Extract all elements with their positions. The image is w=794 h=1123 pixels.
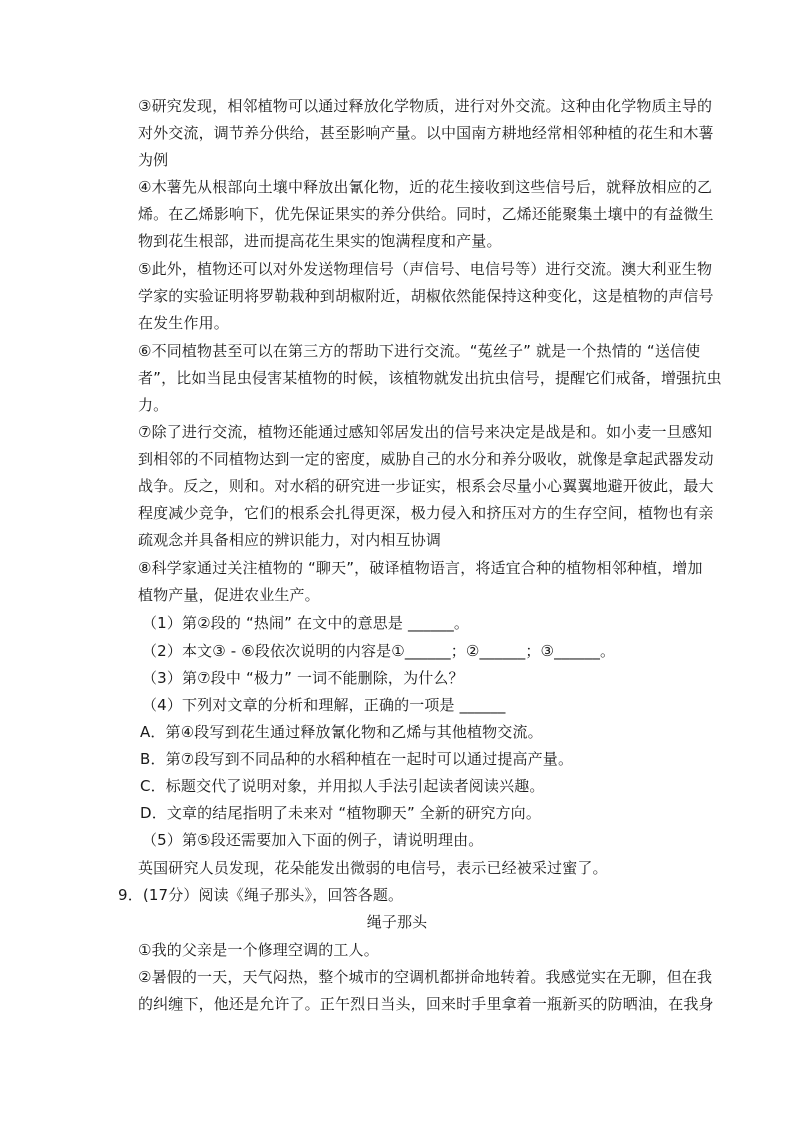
para-8-line-1: ⑧科学家通过关注植物的 “聊天”，破译植物语言，将适宜合种的植物相邻种植，增加 xyxy=(138,559,703,577)
story-para-2-line-2: 的纠缠下，他还是允许了。正午烈日当头，回来时手里拿着一瓶新买的防晒油，在我身 xyxy=(138,995,714,1013)
story-para-1: ①我的父亲是一个修理空调的工人。 xyxy=(138,941,379,959)
para-5-line-2: 学家的实验证明将罗勒栽种到胡椒附近，胡椒依然能保持这种变化，这是植物的声信号 xyxy=(138,287,714,305)
para-7-line-4: 程度减少竞争，它们的根系会扎得更深，极力侵入和挤压对方的生存空间，植物也有亲 xyxy=(138,504,714,522)
reading-title: 绳子那头 xyxy=(366,913,428,931)
para-3-line-1: ③研究发现，相邻植物可以通过释放化学物质，进行对外交流。这种由化学物质主导的 xyxy=(138,97,713,115)
para-5-line-1: ⑤此外，植物还可以对外发送物理信号（声信号、电信号等）进行交流。澳大利亚生物 xyxy=(138,260,713,278)
question-4: （4）下列对文章的分析和理解，正确的一项是 ______ xyxy=(142,696,506,714)
para-4-line-2: 烯。在乙烯影响下，优先保证果实的养分供给。同时，乙烯还能聚集土壤中的有益微生 xyxy=(138,205,714,223)
question-9-heading: 9．(17分）阅读《绳子那头》，回答各题。 xyxy=(118,886,404,904)
para-7-line-1: ⑦除了进行交流，植物还能通过感知邻居发出的信号来决定是战是和。如小麦一旦感知 xyxy=(138,423,713,441)
para-6-line-2: 者”，比如当昆虫侵害某植物的时候，该植物就发出抗虫信号，提醒它们戒备，增强抗虫 xyxy=(138,369,722,387)
para-7-line-2: 到相邻的不同植物达到一定的密度，威胁自己的水分和养分吸收，就像是拿起武器发动 xyxy=(138,450,714,468)
para-6-line-1: ⑥不同植物甚至可以在第三方的帮助下进行交流。“菟丝子” 就是一个热情的 “送信使 xyxy=(138,342,701,360)
para-4-line-3: 物到花生根部，进而提高花生果实的饱满程度和产量。 xyxy=(138,232,502,250)
choice-b: B．第⑦段写到不同品种的水稻种植在一起时可以通过提高产量。 xyxy=(140,750,574,768)
choice-d: D．文章的结尾指明了未来对 “植物聊天” 全新的研究方向。 xyxy=(140,804,541,822)
para-6-line-3: 力。 xyxy=(138,396,169,414)
para-7-line-3: 战争。反之，则和。对水稻的研究进一步证实，根系会尽量小心翼翼地避开彼此，最大 xyxy=(138,477,714,495)
para-3-line-2: 对外交流，调节养分供给，甚至影响产量。以中国南方耕地经常相邻种植的花生和木薯 xyxy=(138,124,714,142)
question-1: （1）第②段的 “热闹” 在文中的意思是 ______。 xyxy=(142,614,470,632)
question-5: （5）第⑤段还需要加入下面的例子，请说明理由。 xyxy=(142,831,484,849)
para-8-line-2: 植物产量，促进农业生产。 xyxy=(138,586,320,604)
choice-c: C．标题交代了说明对象，并用拟人手法引起读者阅读兴趣。 xyxy=(140,777,545,795)
para-4-line-1: ④木薯先从根部向土壤中释放出氰化物，近的花生接收到这些信号后，就释放相应的乙 xyxy=(138,178,713,196)
choice-a: A．第④段写到花生通过释放氰化物和乙烯与其他植物交流。 xyxy=(140,723,543,741)
para-5-line-3: 在发生作用。 xyxy=(138,314,229,332)
question-3: （3）第⑦段中 “极力” 一词不能删除，为什么？ xyxy=(142,669,464,687)
question-2: （2）本文③ - ⑥段依次说明的内容是①______；②______；③______。 xyxy=(142,642,616,660)
story-para-2-line-1: ②暑假的一天，天气闷热，整个城市的空调机都拼命地转着。我感觉实在无聊，但在我 xyxy=(138,968,713,986)
question-5-example: 英国研究人员发现，花朵能发出微弱的电信号，表示已经被采过蜜了。 xyxy=(138,859,608,877)
para-3-line-3: 为例 xyxy=(138,151,169,169)
para-7-line-5: 疏观念并具备相应的辨识能力，对内相互协调 xyxy=(138,531,442,549)
